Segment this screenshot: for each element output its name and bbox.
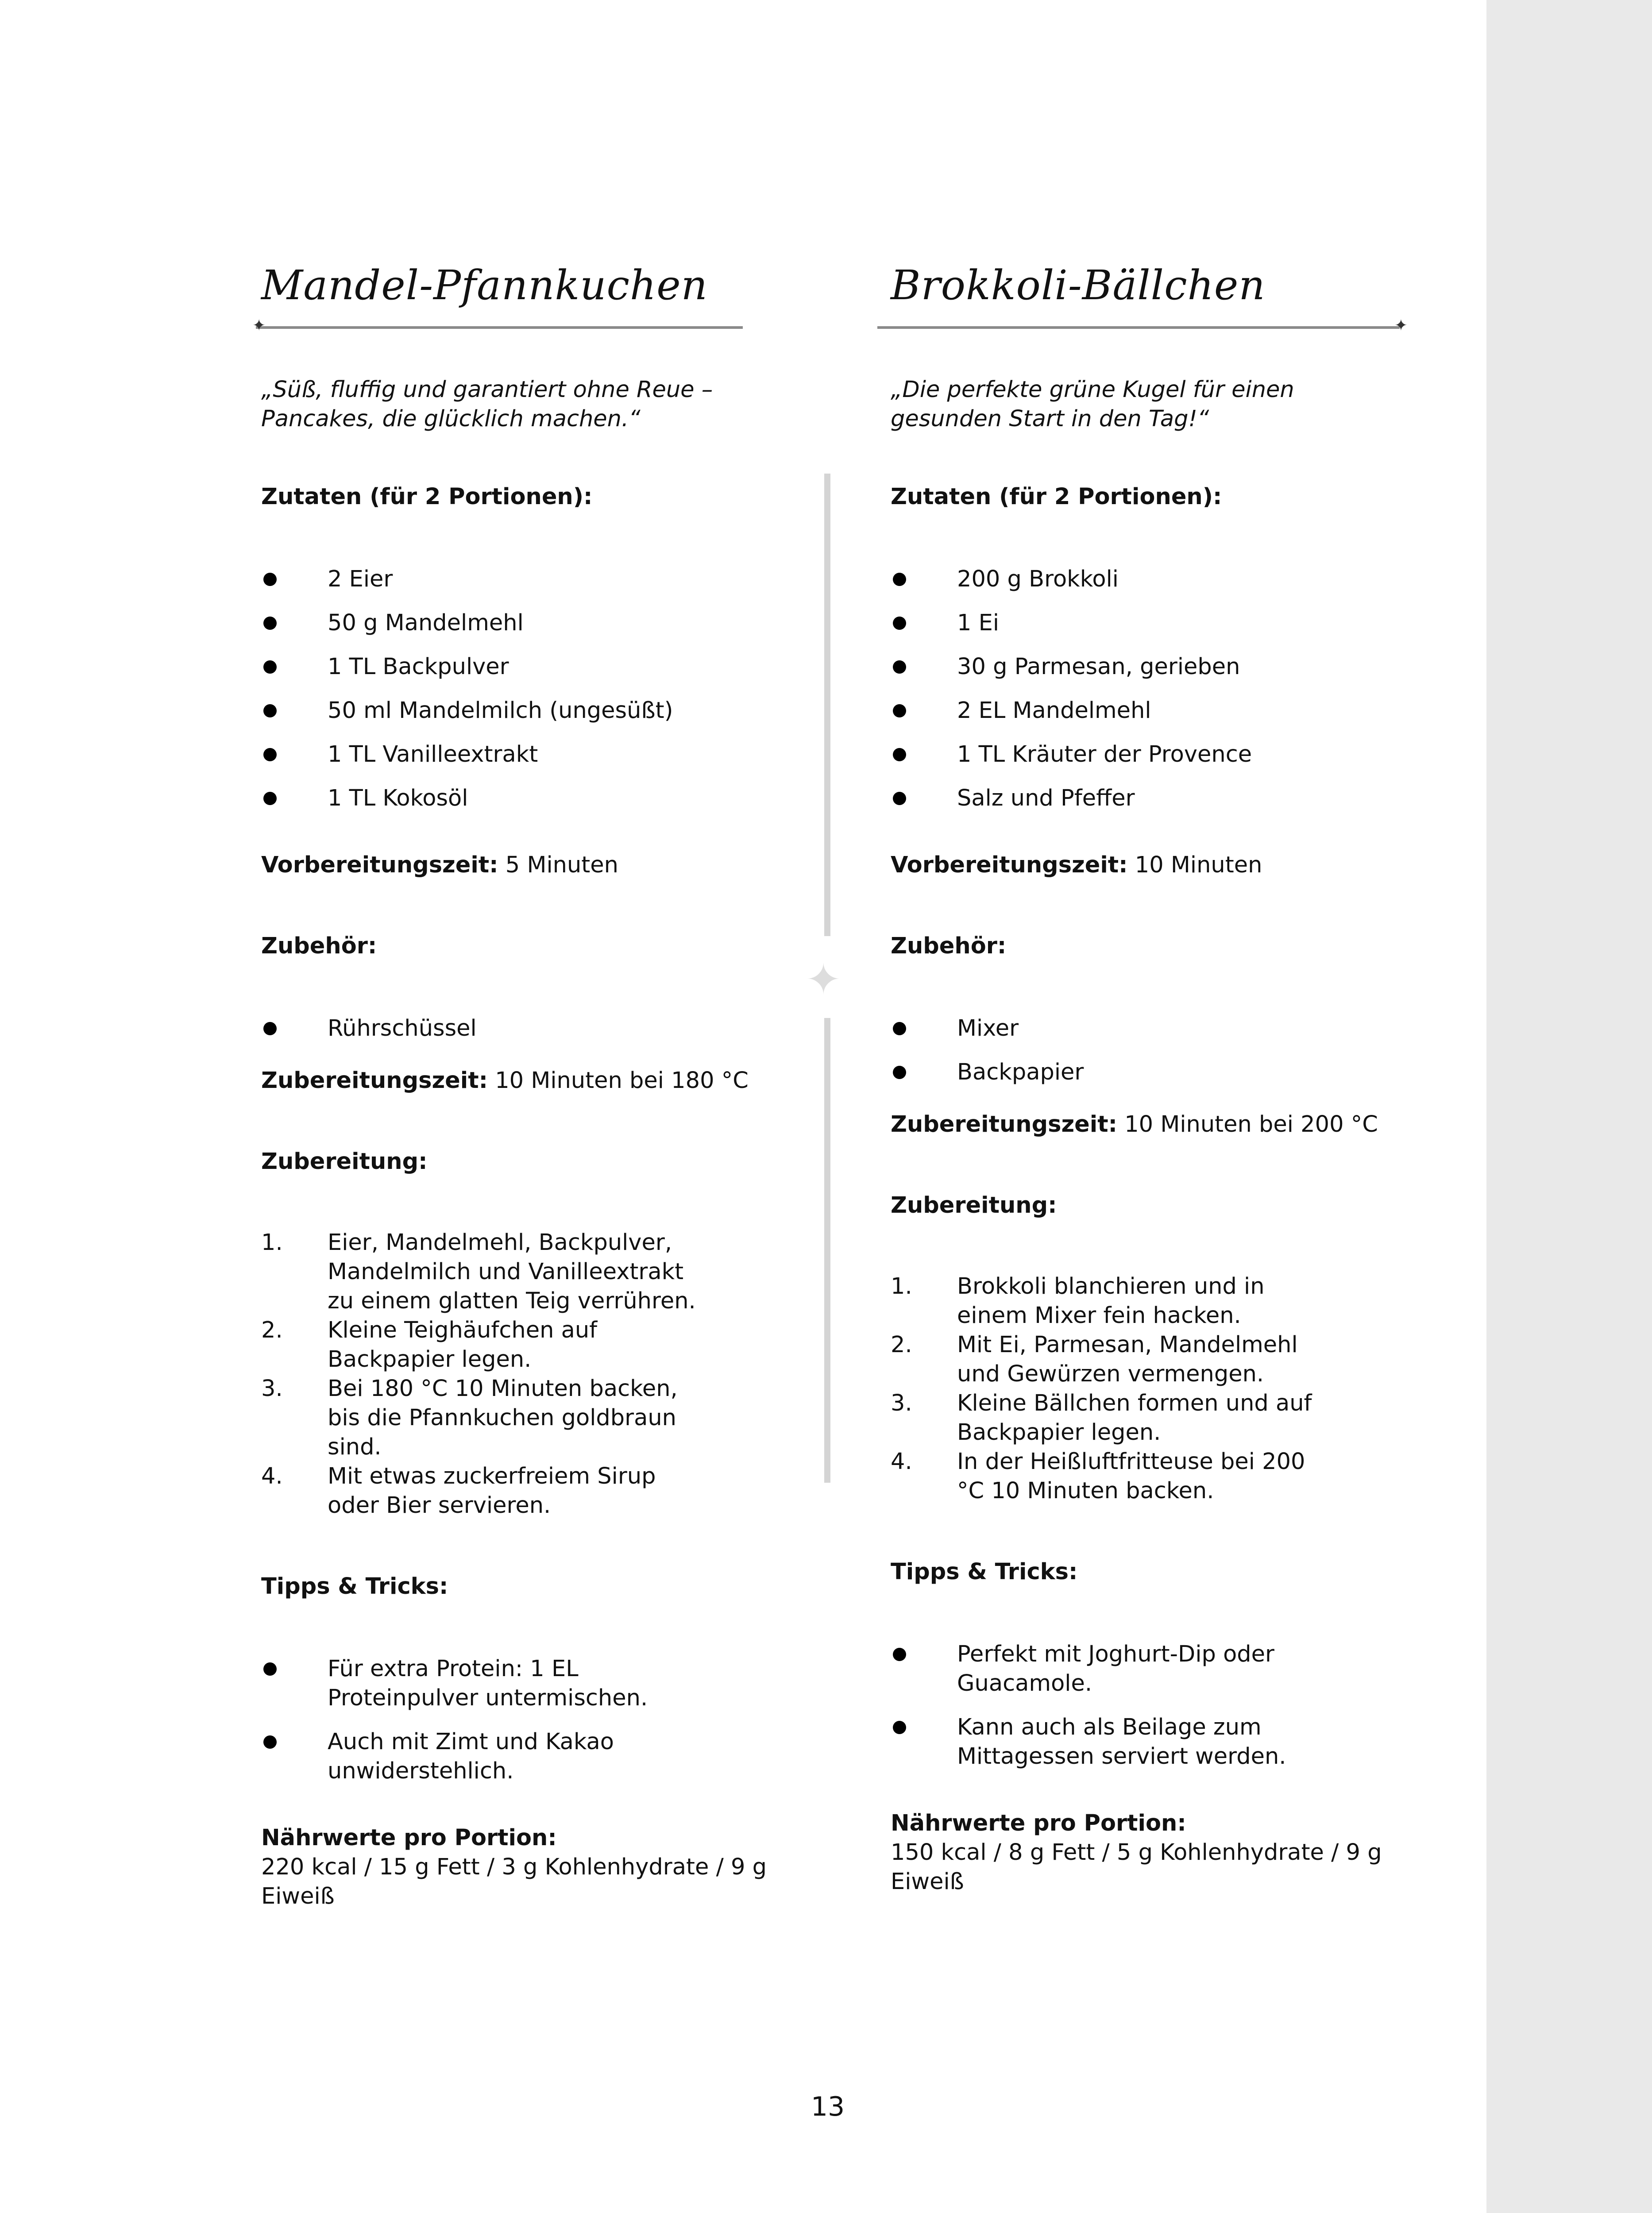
recipe-quote: „Die perfekte grüne Kugel für einen gesunden Start in den Tag!“: [891, 377, 1294, 432]
tips-list: [261, 1654, 691, 1786]
recipe-quote: „Süß, fluffig und garantiert ohne Reue – Pancakes, die glücklich machen.“: [261, 377, 713, 432]
list-item: 2. Mit Ei, Parmesan, Mandelmehl und Gewürzen vermengen.: [891, 1332, 1298, 1387]
cook-time: Zubereitungszeit: 10 Minuten bei 200 °C: [891, 1111, 1378, 1137]
steps-list: [261, 1228, 699, 1520]
bullet-icon: [893, 660, 906, 674]
nutrition-value: 150 kcal / 8 g Fett / 5 g Kohlenhydrate / 9 g Eiweiß: [891, 1839, 1382, 1895]
cook-time: Zubereitungszeit: 10 Minuten bei 180 °C: [261, 1068, 749, 1094]
nutrition-heading: Nährwerte pro Portion:: [891, 1810, 1186, 1836]
bullet-icon: [263, 660, 277, 674]
list-item: Perfekt mit Joghurt-Dip oder Guacamole.: [957, 1640, 1320, 1698]
bullet-icon: [893, 792, 906, 805]
sparkle-icon: ✦: [1394, 316, 1408, 335]
column-divider: [824, 474, 830, 936]
list-item: 1. Eier, Mandelmehl, Backpulver, Mandelmilch und Vanilleextrakt zu einem glatten Teig verrühren.: [261, 1230, 696, 1314]
tips-list: [891, 1640, 1320, 1771]
ingredients-list: [261, 565, 753, 813]
recipe-title: Brokkoli-Bällchen: [891, 262, 1266, 309]
recipe-title: Mandel-Pfannkuchen: [261, 262, 708, 309]
ingredients-heading: Zutaten (für 2 Portionen):: [891, 484, 1222, 510]
steps-heading: Zubereitung:: [261, 1149, 428, 1175]
steps-list: [891, 1272, 1329, 1506]
list-item: Kann auch als Beilage zum Mittagessen serviert werden.: [957, 1713, 1320, 1771]
bullet-icon: [893, 1022, 906, 1035]
column-divider: [824, 1018, 830, 1483]
list-item: 4. Mit etwas zuckerfreiem Sirup oder Bier servieren.: [261, 1463, 656, 1519]
bullet-icon: [263, 617, 277, 630]
list-item: 1 TL Backpulver: [328, 652, 753, 682]
steps-heading: Zubereitung:: [891, 1192, 1057, 1218]
bullet-icon: [893, 748, 906, 761]
list-item: 2 Eier: [328, 565, 753, 594]
list-item: 1 TL Vanilleextrakt: [328, 740, 753, 769]
list-item: Auch mit Zimt und Kakao unwiderstehlich.: [328, 1727, 691, 1786]
list-item: 200 g Brokkoli: [957, 565, 1400, 594]
list-item: Rührschüssel: [328, 1014, 753, 1043]
bullet-icon: [263, 748, 277, 761]
tips-heading: Tipps & Tricks:: [261, 1573, 448, 1600]
bullet-icon: [263, 573, 277, 586]
nutrition-value: 220 kcal / 15 g Fett / 3 g Kohlenhydrate / 9 g Eiweiß: [261, 1854, 767, 1909]
list-item: 1 TL Kräuter der Provence: [957, 740, 1400, 769]
bullet-icon: [893, 573, 906, 586]
list-item: Backpapier: [957, 1058, 1400, 1087]
list-item: 1 Ei: [957, 609, 1400, 638]
list-item: Für extra Protein: 1 EL Proteinpulver untermischen.: [328, 1654, 691, 1713]
recipe-column-mandel-pfannkuchen: [252, 248, 767, 1911]
list-item: 30 g Parmesan, gerieben: [957, 652, 1400, 682]
page-number: 13: [811, 2091, 845, 2122]
list-item: Salz und Pfeffer: [957, 784, 1400, 813]
bullet-icon: [263, 1022, 277, 1035]
title-underline: [877, 316, 1408, 335]
prep-time: Vorbereitungszeit: 10 Minuten: [891, 852, 1262, 878]
recipe-column-brokkoli-baellchen: [891, 248, 1408, 1897]
list-item: 3. Bei 180 °C 10 Minuten backen, bis die Pfannkuchen goldbraun sind.: [261, 1376, 678, 1460]
sparkle-icon: ✦: [806, 955, 841, 1004]
bullet-icon: [263, 792, 277, 805]
list-item: 4. In der Heißluftfritteuse bei 200 °C 10 Minuten backen.: [891, 1449, 1305, 1504]
page-margin-strip: [1486, 0, 1652, 2213]
bullet-icon: [263, 1662, 277, 1676]
bullet-icon: [893, 1066, 906, 1079]
list-item: 50 g Mandelmehl: [328, 609, 753, 638]
bullet-icon: [893, 704, 906, 717]
bullet-icon: [893, 1721, 906, 1734]
bullet-icon: [263, 704, 277, 717]
equipment-heading: Zubehör:: [891, 933, 1007, 959]
equipment-heading: Zubehör:: [261, 933, 377, 959]
tips-heading: Tipps & Tricks:: [891, 1559, 1078, 1585]
list-item: 1. Brokkoli blanchieren und in einem Mixer fein hacken.: [891, 1273, 1265, 1329]
list-item: 1 TL Kokosöl: [328, 784, 753, 813]
list-item: 3. Kleine Bällchen formen und auf Backpapier legen.: [891, 1390, 1312, 1446]
ingredients-list: [891, 565, 1400, 813]
ingredients-heading: Zutaten (für 2 Portionen):: [261, 484, 593, 510]
prep-time: Vorbereitungszeit: 5 Minuten: [261, 852, 618, 878]
list-item: 2. Kleine Teighäufchen auf Backpapier legen.: [261, 1317, 598, 1373]
bullet-icon: [893, 1648, 906, 1661]
list-item: 50 ml Mandelmilch (ungesüßt): [328, 696, 753, 725]
list-item: 2 EL Mandelmehl: [957, 696, 1400, 725]
sparkle-icon: ✦: [252, 316, 266, 335]
title-underline: [252, 316, 743, 335]
equipment-list: [891, 1014, 1400, 1087]
bullet-icon: [263, 1735, 277, 1749]
list-item: Mixer: [957, 1014, 1400, 1043]
nutrition-heading: Nährwerte pro Portion:: [261, 1825, 557, 1851]
bullet-icon: [893, 617, 906, 630]
equipment-list: [261, 1014, 753, 1043]
